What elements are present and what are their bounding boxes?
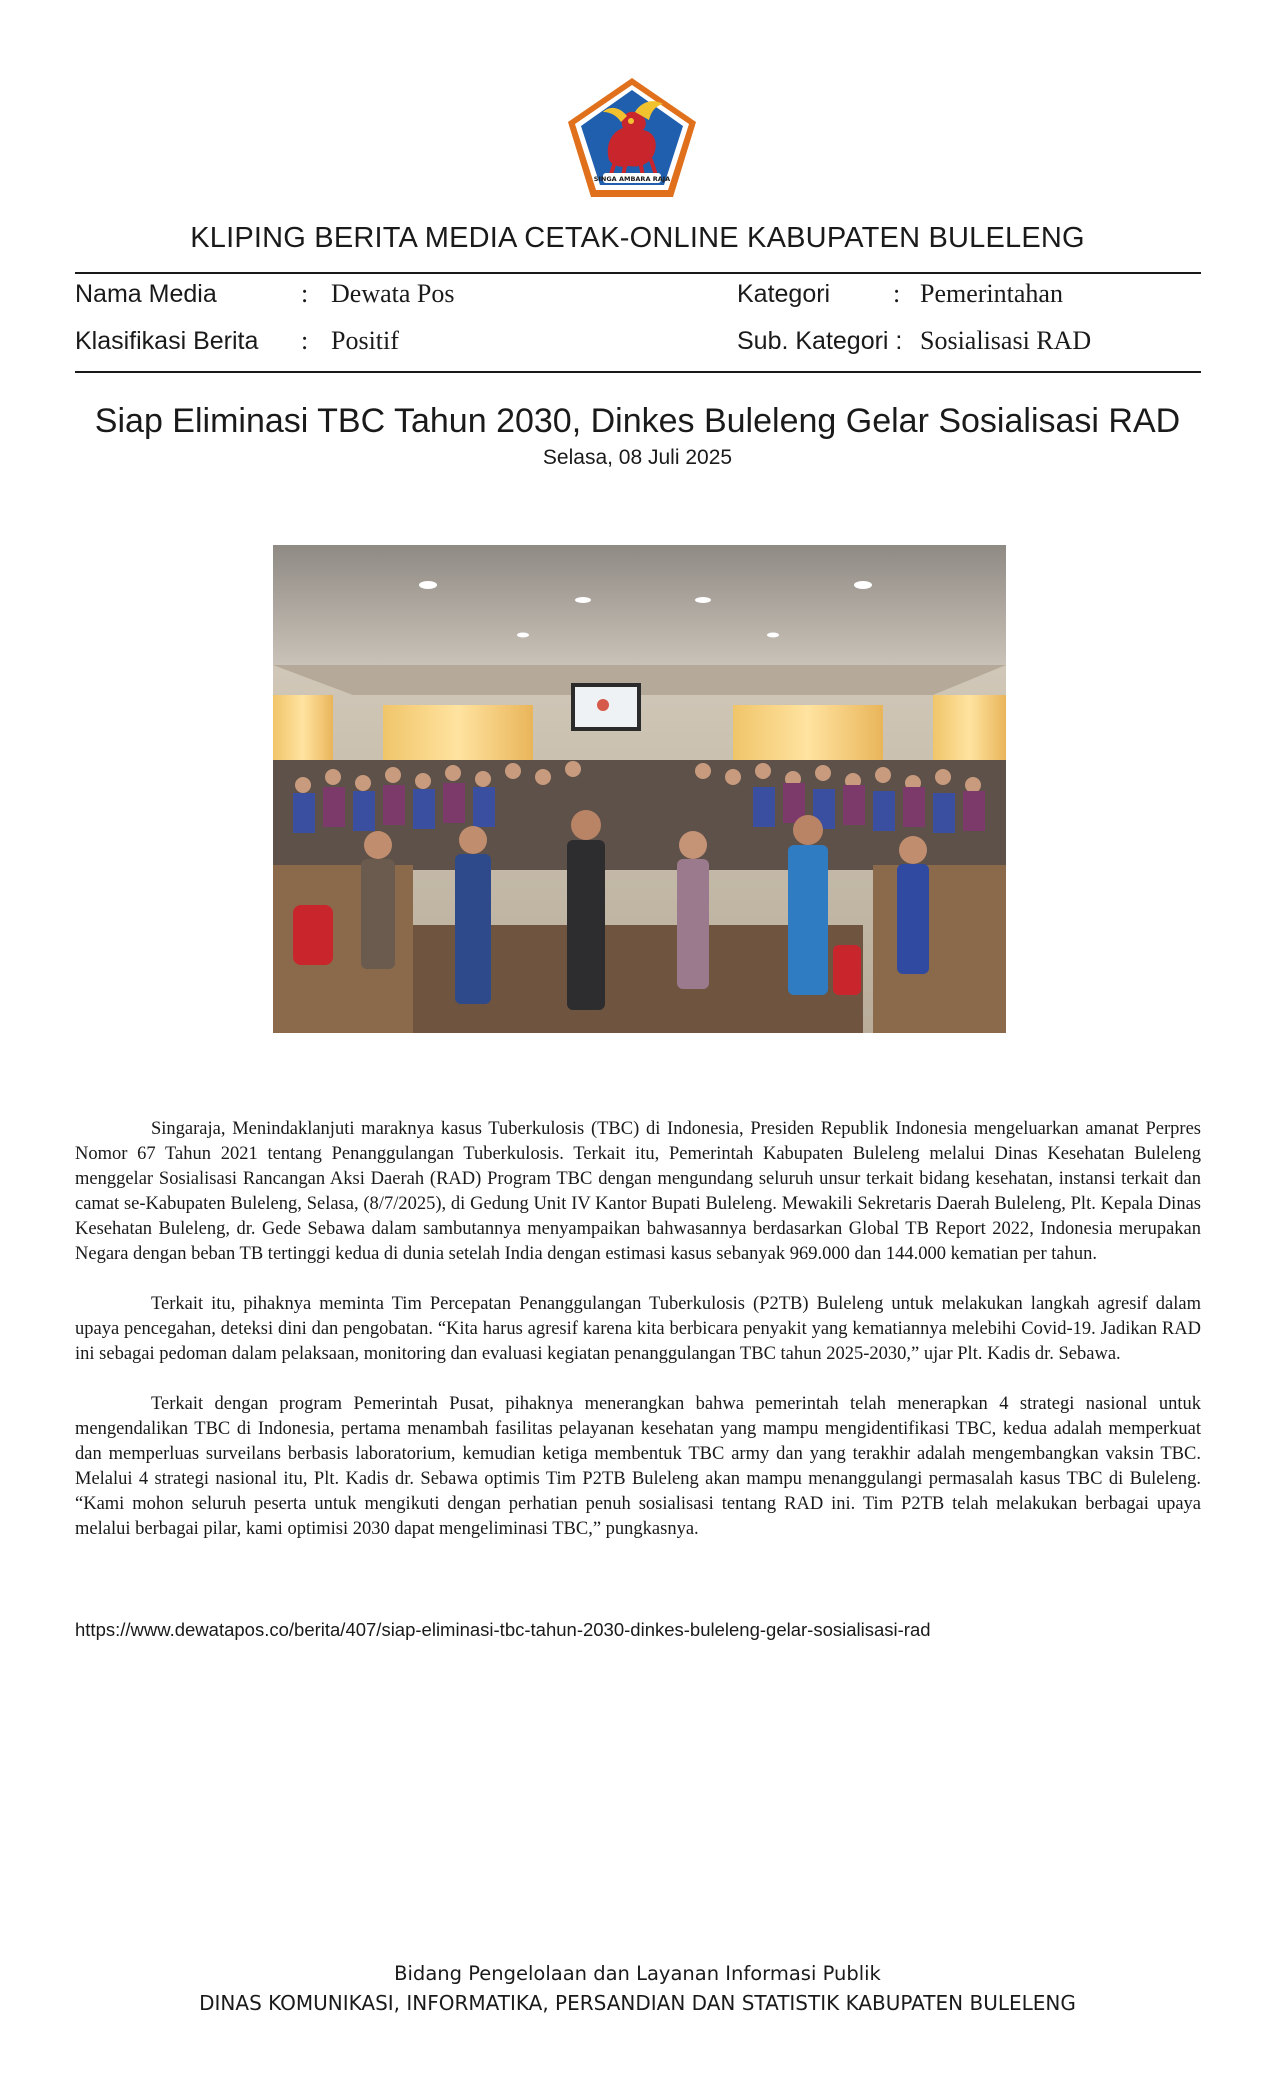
footer-agency: DINAS KOMUNIKASI, INFORMATIKA, PERSANDIAN DAN STATISTIK KABUPATEN BULELENG	[199, 1991, 1076, 2015]
article-photo	[273, 545, 1006, 1033]
regency-logo	[565, 76, 699, 200]
kategori-label: Kategori	[737, 280, 831, 308]
klasifikasi-value: Positif	[331, 326, 399, 355]
article-paragraph-2: Terkait itu, pihaknya meminta Tim Percepatan Penanggulangan Tuberkulosis (P2TB) Buleleng untuk melakukan langkah agresif dalam upaya pencegahan, deteksi dini dan pengobatan. “Kita harus agresif karena kita berbicara penyakit yang kematiannya melebihi Covid-19. Jadikan RAD ini sebagai pedoman dalam pelaksaan, monitoring dan evaluasi kegiatan penanggulangan TBC tahun 2025-2030,” ujar Plt. Kadis dr. Sebawa.	[75, 1294, 1201, 1364]
nama-media-value: Dewata Pos	[331, 279, 455, 308]
article-paragraph-3: Terkait dengan program Pemerintah Pusat, pihaknya menerangkan bahwa pemerintah telah menerapkan 4 strategi nasional untuk mengendalikan TBC di Indonesia, pertama menambah fasilitas pelayanan kesehatan yang mampu mengidentifikasi TBC, kedua adalah memperkuat dan memperluas surveilans berbasis laboratorium, kemudian ketiga membentuk TBC army dan yang terakhir adalah mengembangkan vaksin TBC. Melalui 4 strategi nasional itu, Plt. Kadis dr. Sebawa optimis Tim P2TB Buleleng akan mampu menanggulangi permasalah kasus TBC di Buleleng. “Kami mohon seluruh peserta untuk mengikuti dengan perhatian penuh sosialisasi tentang RAD ini. Tim P2TB telah melakukan berbagai upaya melalui berbagai pilar, kami optimisi 2030 dapat mengeliminasi TBC,” pungkasnya.	[75, 1394, 1201, 1539]
source-url: https://www.dewatapos.co/berita/407/siap-eliminasi-tbc-tahun-2030-dinkes-buleleng-gelar-sosialisasi-rad	[75, 1619, 931, 1640]
nama-media-colon: :	[301, 279, 309, 308]
sub-kategori-value: Sosialisasi RAD	[920, 326, 1092, 355]
article-date: Selasa, 08 Juli 2025	[542, 446, 733, 469]
document-header-title: KLIPING BERITA MEDIA CETAK-ONLINE KABUPATEN BULELENG	[190, 222, 1085, 254]
header-divider-top	[75, 272, 1201, 274]
kategori-colon: :	[893, 279, 901, 308]
footer-division: Bidang Pengelolaan dan Layanan Informasi Publik	[394, 1962, 881, 1985]
sub-kategori-label: Sub. Kategori :	[737, 327, 903, 355]
kategori-value: Pemerintahan	[920, 279, 1063, 308]
article-paragraph-1: Singaraja, Menindaklanjuti maraknya kasus Tuberkulosis (TBC) di Indonesia, Presiden Republik Indonesia mengeluarkan amanat Perpres Nomor 67 Tahun 2021 tentang Penanggulangan Tuberkulosis. Terkait itu, Pemerintah Kabupaten Buleleng melalui Dinas Kesehatan Buleleng menggelar Sosialisasi Rancangan Aksi Daerah (RAD) Program TBC dengan mengundang seluruh unsur terkait bidang kesehatan, instansi terkait dan camat se-Kabupaten Buleleng, Selasa, (8/7/2025), di Gedung Unit IV Kantor Bupati Buleleng. Mewakili Sekretaris Daerah Buleleng, Plt. Kepala Dinas Kesehatan Buleleng, dr. Gede Sebawa dalam sambutannya menyampaikan bahwasannya berdasarkan Global TB Report 2022, Indonesia merupakan Negara dengan beban TB tertinggi kedua di dunia setelah India dengan estimasi kasus sebanyak 969.000 dan 144.000 kematian per tahun.	[75, 1119, 1201, 1264]
klasifikasi-colon: :	[301, 326, 309, 355]
article-title: Siap Eliminasi TBC Tahun 2030, Dinkes Buleleng Gelar Sosialisasi RAD	[94, 402, 1181, 440]
nama-media-label: Nama Media	[75, 280, 217, 308]
header-divider-bottom	[75, 371, 1201, 373]
logo-motto: SINGA AMBARA RAJA	[593, 175, 671, 183]
article-body	[75, 1117, 1201, 1567]
klasifikasi-label: Klasifikasi Berita	[75, 327, 259, 355]
